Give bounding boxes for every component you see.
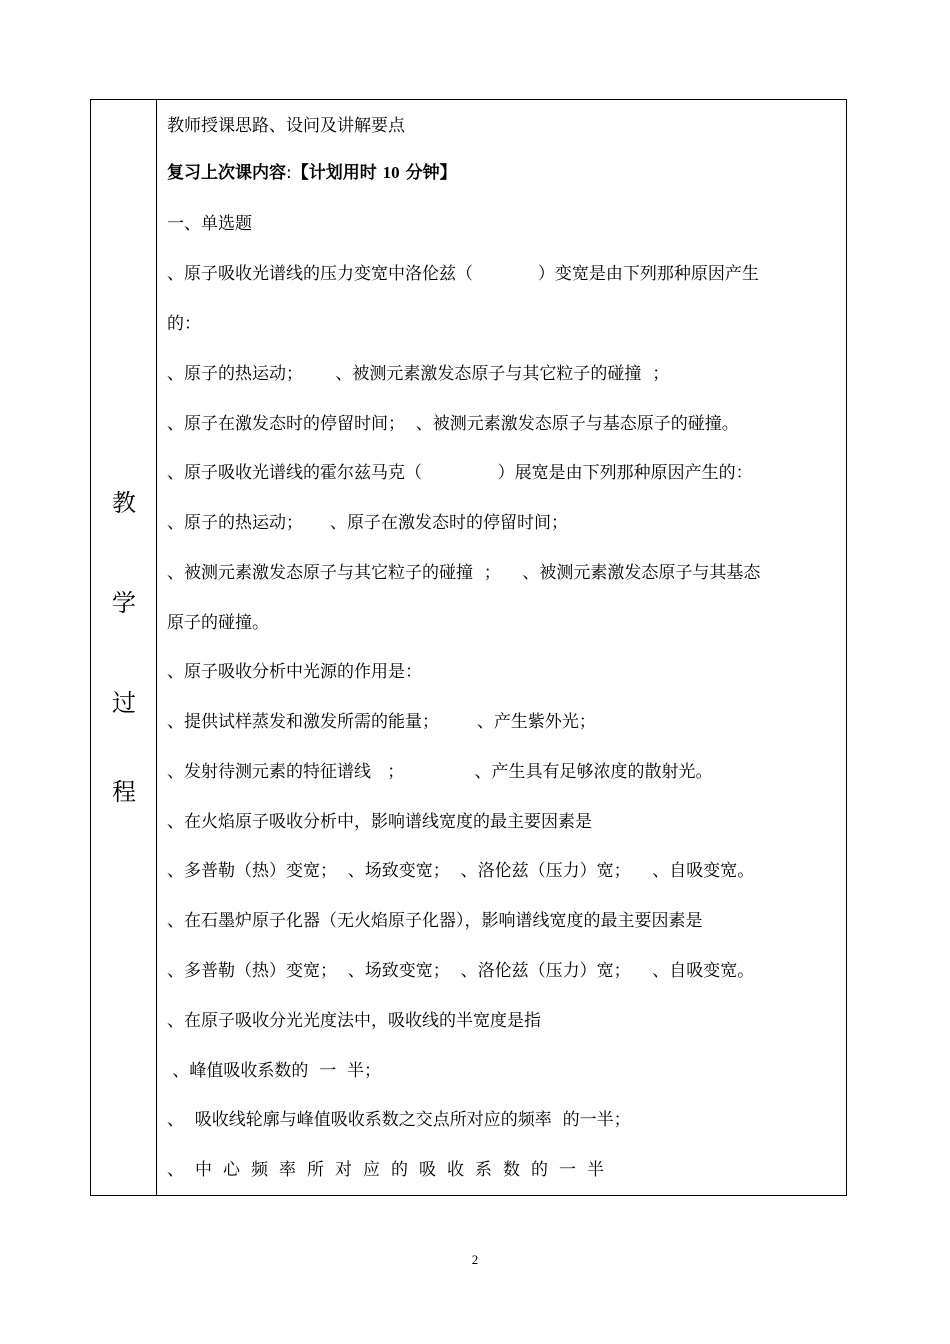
lesson-table [90, 99, 847, 1196]
option-line: 、被测元素激发态原子与其它粒子的碰撞 ； 、被测元素激发态原子与其基态 [167, 563, 761, 583]
side-label-column [91, 100, 157, 1195]
option-line: 、中心频率所对应的吸收系数的一半 [167, 1160, 615, 1180]
question-line: 、在火焰原子吸收分析中，影响谱线宽度的最主要因素是 [167, 812, 592, 832]
plan-open: 【计划用时 [291, 163, 383, 183]
side-label-char: 过 [112, 689, 136, 717]
question-line: 、原子吸收分析中光源的作用是： [167, 662, 422, 682]
plan-minutes: 10 [382, 163, 400, 182]
plan-close: 分钟】 [399, 163, 457, 183]
question-line: 的： [167, 314, 201, 334]
lesson-content [157, 100, 846, 1195]
question-line: 、在原子吸收分光光度法中，吸收线的半宽度是指 [167, 1011, 541, 1031]
option-line: 、 吸收线轮廓与峰值吸收系数之交点所对应的频率 的一半； [167, 1110, 631, 1130]
option-line: 、发射待测元素的特征谱线 ； 、产生具有足够浓度的散射光。 [167, 762, 713, 782]
option-line: 、原子在激发态时的停留时间； 、被测元素激发态原子与基态原子的碰撞。 [167, 414, 739, 434]
option-line: 、原子的热运动； 、原子在激发态时的停留时间； [167, 513, 569, 533]
question-line: 、原子吸收光谱线的压力变宽中洛伦兹（ ）变宽是由下列那种原因产生 [167, 264, 759, 284]
page-number: 2 [471, 1252, 479, 1267]
option-line: 、原子的热运动； 、被测元素激发态原子与其它粒子的碰撞 ； [167, 364, 670, 384]
option-line: 、提供试样蒸发和激发所需的能量； 、产生紫外光； [167, 712, 596, 732]
question-line: 、原子吸收光谱线的霍尔兹马克（ ）展宽是由下列那种原因产生的： [167, 463, 753, 483]
review-colon: : [286, 163, 292, 183]
option-line: 、多普勒（热）变宽； 、场致变宽； 、洛伦兹（压力）宽； 、自吸变宽。 [167, 961, 755, 981]
review-label: 复习上次课内容 [167, 163, 286, 183]
review-heading [167, 162, 457, 184]
question-line: 、在石墨炉原子化器（无火焰原子化器），影响谱线宽度的最主要因素是 [167, 911, 703, 931]
section-heading: 一、单选题 [167, 214, 252, 234]
content-title: 教师授课思路、设问及讲解要点 [167, 116, 405, 136]
option-line: 原子的碰撞。 [167, 613, 269, 633]
option-line: 、多普勒（热）变宽； 、场致变宽； 、洛伦兹（压力）宽； 、自吸变宽。 [167, 861, 755, 881]
side-label-char: 程 [112, 778, 136, 806]
side-label-char: 学 [112, 589, 136, 617]
option-line: 、峰值吸收系数的 一 半； [167, 1061, 382, 1081]
side-label-char: 教 [112, 489, 136, 517]
